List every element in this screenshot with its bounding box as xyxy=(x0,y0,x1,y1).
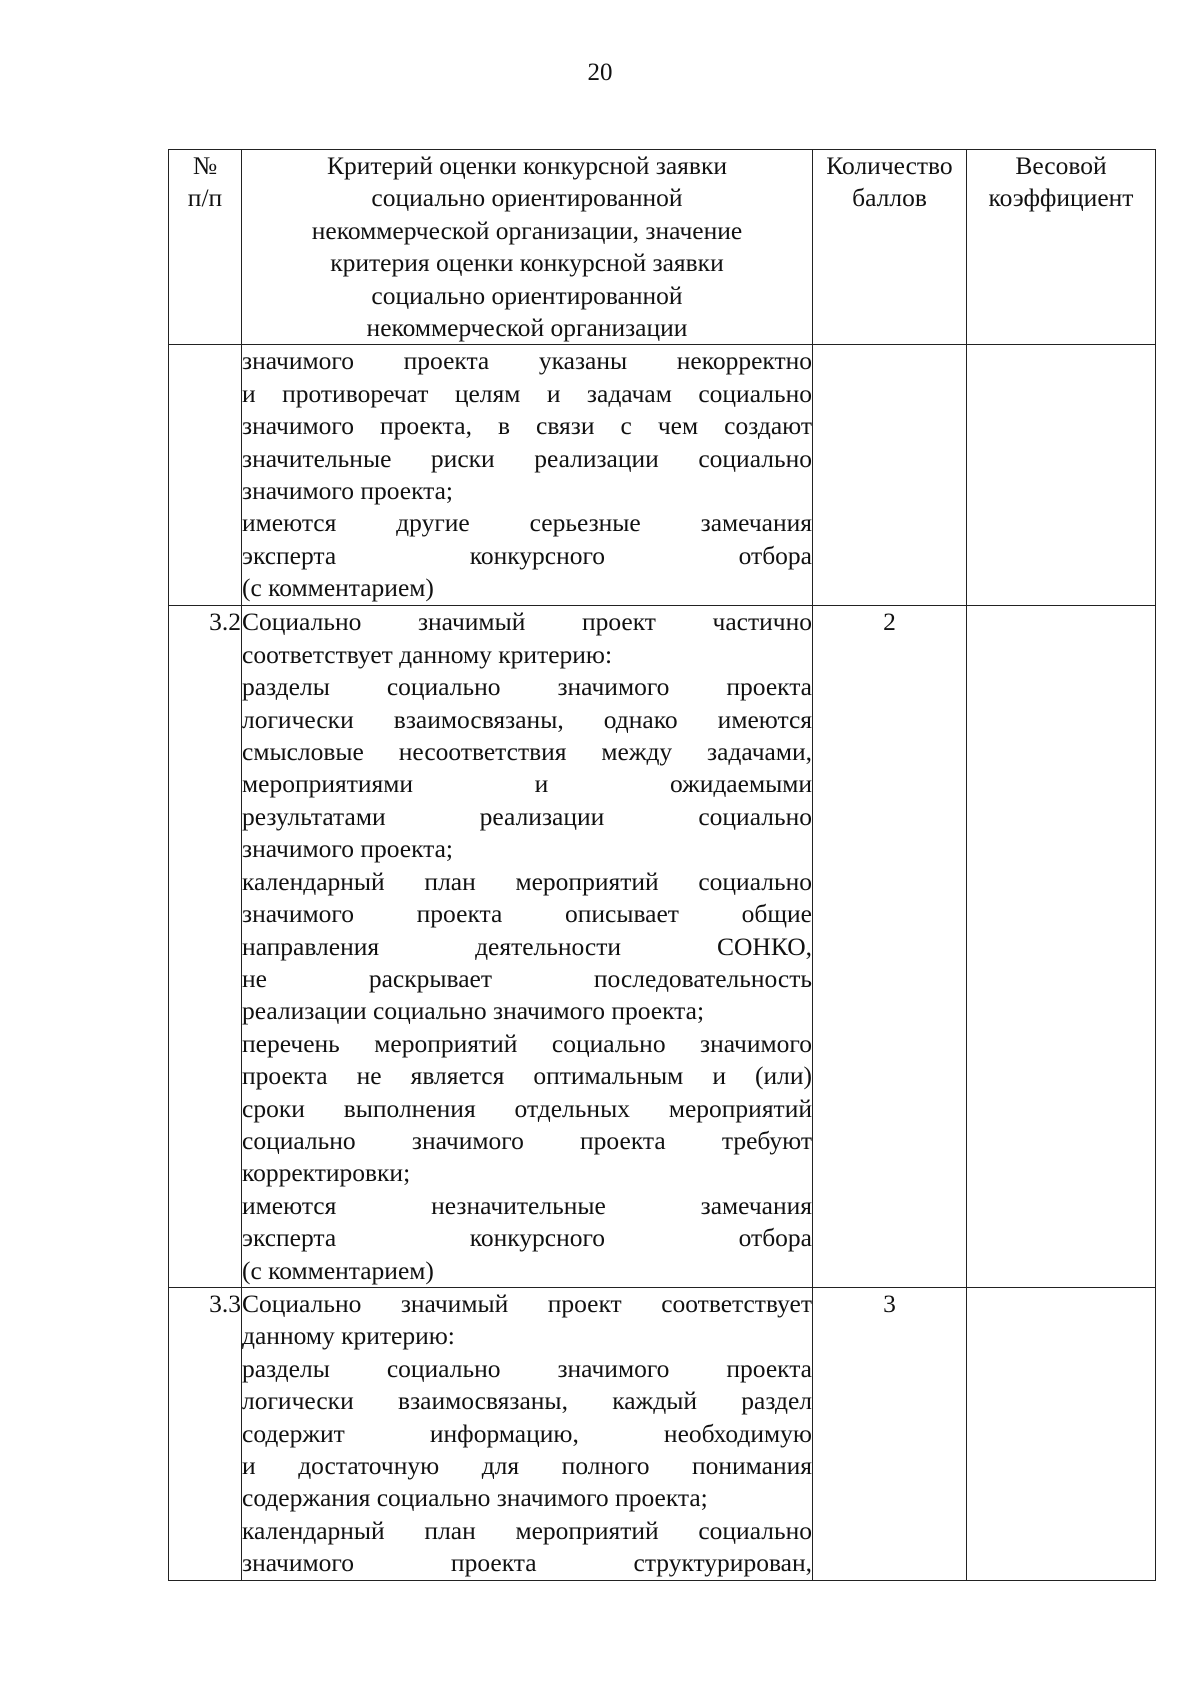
criterion-line: Социально значимый проект соответствует xyxy=(242,1288,812,1318)
criterion-line: направления деятельности СОНКО, xyxy=(242,931,812,961)
criterion-line: значимого проекта описывает общие xyxy=(242,899,812,929)
header-num xyxy=(169,150,242,345)
row-score xyxy=(813,345,967,606)
criterion-line: корректировки; xyxy=(242,1158,411,1188)
criterion-line: Социально значимый проект частично xyxy=(242,607,812,637)
table-row xyxy=(169,345,1156,606)
row-weight xyxy=(967,1287,1156,1580)
criterion-line: логически взаимосвязаны, каждый раздел xyxy=(242,1386,812,1416)
row-number: 3.2 xyxy=(169,606,242,1288)
header-weight xyxy=(967,150,1156,345)
criterion-line: значимого проекта структурирован, xyxy=(242,1548,812,1578)
criterion-line: (с комментарием) xyxy=(242,1255,434,1285)
criterion-line: значительные риски реализации социально xyxy=(242,443,812,473)
header-line: коэффициент xyxy=(988,183,1134,213)
criterion-line: разделы социально значимого проекта xyxy=(242,672,812,702)
criterion-line: данному критерию: xyxy=(242,1321,455,1351)
criterion-line: эксперта конкурсного отбора xyxy=(242,1223,812,1253)
criterion-text xyxy=(242,606,813,1288)
criterion-line: имеются другие серьезные замечания xyxy=(242,508,812,538)
criterion-line: содержания социально значимого проекта; xyxy=(242,1483,708,1513)
criterion-line: календарный план мероприятий социально xyxy=(242,866,812,896)
criterion-line: и достаточную для полного понимания xyxy=(242,1451,812,1480)
criterion-line: логически взаимосвязаны, однако имеются xyxy=(242,704,812,734)
header-line: некоммерческой организации, значение xyxy=(311,215,743,245)
criterion-line: перечень мероприятий социально значимого xyxy=(242,1028,812,1058)
header-line: социально ориентированной xyxy=(371,280,683,310)
header-line: критерия оценки конкурсной заявки xyxy=(330,248,724,278)
criterion-text xyxy=(242,345,813,606)
criterion-line: и противоречат целям и задачам социально xyxy=(242,378,812,408)
criterion-line: сроки выполнения отдельных мероприятий xyxy=(242,1093,812,1123)
criterion-text xyxy=(242,1287,813,1580)
table-row xyxy=(169,606,1156,1288)
header-line: № xyxy=(192,151,218,180)
criterion-line: мероприятиями и ожидаемыми xyxy=(242,769,812,799)
criterion-line: (с комментарием) xyxy=(242,573,434,603)
criterion-line: разделы социально значимого проекта xyxy=(242,1353,812,1383)
header-line: баллов xyxy=(852,183,927,213)
criterion-line: проекта не является оптимальным и (или) xyxy=(242,1061,812,1091)
header-line: п/п xyxy=(187,183,223,213)
criterion-line: значимого проекта; xyxy=(242,476,454,506)
criterion-line: имеются незначительные замечания xyxy=(242,1190,812,1220)
header-line: некоммерческой организации xyxy=(366,313,688,343)
row-weight xyxy=(967,606,1156,1288)
criterion-line: результатами реализации социально xyxy=(242,801,812,831)
row-score: 3 xyxy=(813,1287,967,1580)
table-row xyxy=(169,1287,1156,1580)
criterion-line: не раскрывает последовательность xyxy=(242,963,812,993)
criterion-line: календарный план мероприятий социально xyxy=(242,1515,812,1545)
header-line: Количество xyxy=(826,151,953,180)
criterion-line: эксперта конкурсного отбора xyxy=(242,540,812,570)
criteria-table xyxy=(168,149,1156,1581)
criterion-line: социально значимого проекта требуют xyxy=(242,1125,812,1155)
criterion-line: реализации социально значимого проекта; xyxy=(242,996,705,1026)
row-weight xyxy=(967,345,1156,606)
header-score xyxy=(813,150,967,345)
header-criterion xyxy=(242,150,813,345)
criterion-line: значимого проекта указаны некорректно xyxy=(242,346,812,376)
header-line: Критерий оценки конкурсной заявки xyxy=(326,151,727,180)
header-line: социально ориентированной xyxy=(371,183,683,213)
header-line: Весовой xyxy=(1015,151,1107,180)
criterion-line: смысловые несоответствия между задачами, xyxy=(242,737,812,767)
table-header-row xyxy=(169,150,1156,345)
row-number: 3.3 xyxy=(169,1287,242,1580)
criterion-line: соответствует данному критерию: xyxy=(242,639,613,669)
page-number: 20 xyxy=(587,59,613,86)
row-score: 2 xyxy=(813,606,967,1288)
criterion-line: значимого проекта; xyxy=(242,834,454,864)
row-number xyxy=(169,345,242,606)
criterion-line: значимого проекта, в связи с чем создают xyxy=(242,411,812,441)
criterion-line: содержит информацию, необходимую xyxy=(242,1418,812,1448)
